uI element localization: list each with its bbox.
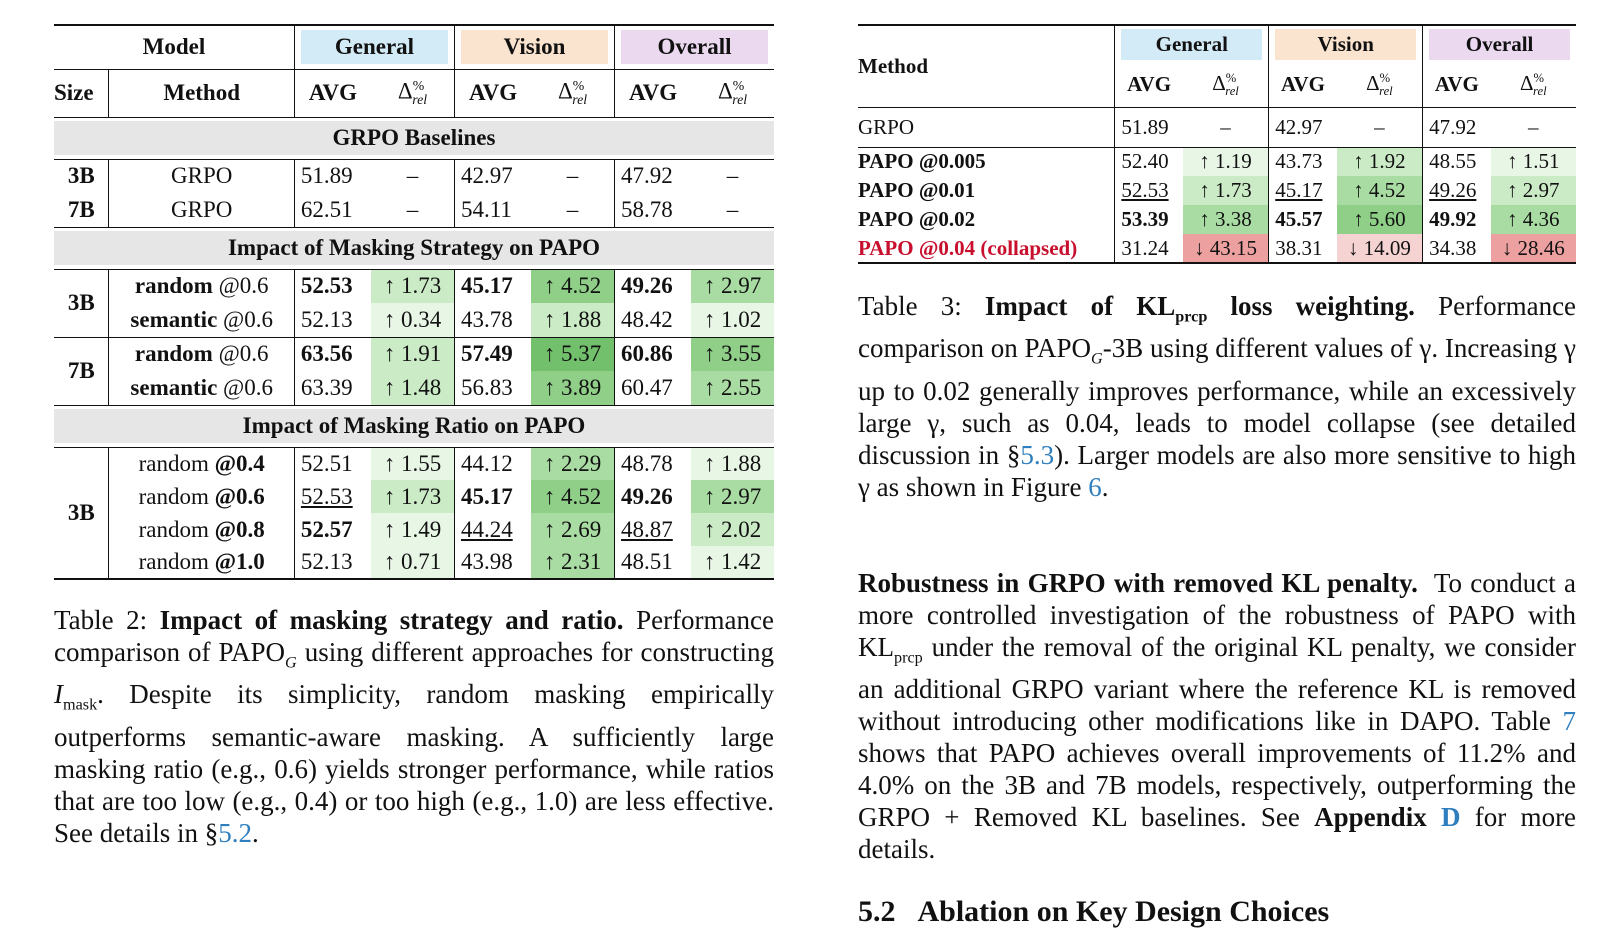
header-method: Method xyxy=(109,69,294,117)
table-row: random @0.6 52.53 ↑ 1.73 45.17 ↑ 4.52 49.26 ↑ 2.97 xyxy=(54,480,774,513)
table-link[interactable]: 7 xyxy=(1562,706,1576,737)
header-general: General xyxy=(301,30,448,64)
header-delta: $\Delta^{\%}_{rel}$ xyxy=(557,77,588,108)
header-general: General xyxy=(1121,29,1262,60)
header-vision: Vision xyxy=(461,30,608,64)
header-delta: $\Delta^{\%}_{rel}$ xyxy=(397,77,428,108)
section-heading: 5.2 Ablation on Key Design Choices xyxy=(858,895,1330,929)
table-row: GRPO 51.89 – 42.97 – 47.92 – xyxy=(858,107,1576,147)
table2-caption: Table 2: Impact of masking strategy and ratio. Performance comparison of $PAPO_G$ using different approaches for constructing $I_{mask}$. Despite its simplicity, random masking empirically outperforms semantic-aware masking. A sufficiently large masking ratio (e.g., 0.6) yields stronger performance, while ratios that are too low (e.g., 0.4) or too high (e.g., 1.0) are less effective. See details in §5.2. xyxy=(54,605,775,848)
header-model: Model xyxy=(142,34,206,60)
table-row: semantic @0.6 52.13 ↑ 0.34 43.78 ↑ 1.88 48.42 ↑ 1.02 xyxy=(54,303,774,337)
table-row: PAPO @0.005 52.40 ↑ 1.19 43.73 ↑ 1.92 48.55 ↑ 1.51 xyxy=(858,147,1576,176)
header-avg: AVG xyxy=(1115,63,1183,107)
section-link[interactable]: 5.2 xyxy=(218,817,252,848)
table-row: 3B GRPO 51.89 – 42.97 – 47.92 – xyxy=(54,159,774,193)
header-avg: AVG xyxy=(1269,63,1337,107)
section-link[interactable]: 5.3 xyxy=(1020,439,1055,470)
table-row: random @1.0 52.13 ↑ 0.71 43.98 ↑ 2.31 48.51 ↑ 1.42 xyxy=(54,546,774,579)
header-method: Method xyxy=(858,53,928,78)
header-avg: AVG xyxy=(1423,63,1491,107)
section-grpo-baselines: GRPO Baselines xyxy=(54,121,774,155)
header-delta: $\Delta^{\%}_{rel}$ xyxy=(1520,70,1547,98)
table3 xyxy=(858,24,1576,264)
table-row: 3B random @0.4 52.51 ↑ 1.55 44.12 ↑ 2.29 48.78 ↑ 1.88 xyxy=(54,447,774,480)
header-delta: $\Delta^{\%}_{rel}$ xyxy=(1212,70,1239,98)
table2-block xyxy=(54,24,774,849)
table-row: semantic @0.6 63.39 ↑ 1.48 56.83 ↑ 3.89 60.47 ↑ 2.55 xyxy=(54,371,774,405)
header-avg: AVG xyxy=(294,69,371,117)
header-delta: $\Delta^{\%}_{rel}$ xyxy=(717,77,748,108)
table-row: 3B random @0.6 52.53 ↑ 1.73 45.17 ↑ 4.52 49.26 ↑ 2.97 xyxy=(54,269,774,303)
section-masking-strategy: Impact of Masking Strategy on PAPO xyxy=(54,231,774,265)
header-vision: Vision xyxy=(1275,29,1416,60)
table-row: random @0.8 52.57 ↑ 1.49 44.24 ↑ 2.69 48.87 ↑ 2.02 xyxy=(54,513,774,546)
header-delta: $\Delta^{\%}_{rel}$ xyxy=(1366,70,1393,98)
header-avg: AVG xyxy=(615,69,692,117)
header-size: Size xyxy=(54,80,94,105)
section-masking-ratio: Impact of Masking Ratio on PAPO xyxy=(54,409,774,443)
table-row: PAPO @0.02 53.39 ↑ 3.38 45.57 ↑ 5.60 49.92 ↑ 4.36 xyxy=(858,205,1576,234)
table3-caption: Table 3: Impact of $KL_{prcp}$ loss weighting. Performance comparison on $PAPO_G-3B$ using different values of γ. Increasing γ up to 0.02 generally improves performance, while an excessively large γ, such as 0.04, leads to model collapse (see detailed discussion in §5.3). Larger models are also more sensitive to high γ as shown in Figure 6. xyxy=(858,291,1577,502)
figure-link[interactable]: 6 xyxy=(1088,471,1102,502)
table-row: PAPO @0.04 (collapsed) 31.24 ↓ 43.15 38.31 ↓ 14.09 34.38 ↓ 28.46 xyxy=(858,234,1576,263)
appendix-link[interactable]: D xyxy=(1441,802,1461,833)
table-row: PAPO @0.01 52.53 ↑ 1.73 45.17 ↑ 4.52 49.26 ↑ 2.97 xyxy=(858,176,1576,205)
header-avg: AVG xyxy=(454,69,531,117)
header-overall: Overall xyxy=(621,30,768,64)
table2 xyxy=(54,24,774,580)
table3-block xyxy=(858,24,1576,929)
robustness-paragraph: Robustness in GRPO with removed KL penalty. To conduct a more controlled investigation of the robustness of PAPO with $KL_{prcp}$ under the removal of the original KL penalty, we consider an additional GRPO variant where the reference KL is removed without introducing other modifications like in DAPO. Table 7 shows that PAPO achieves overall improvements of 11.2% and 4.0% on the 3B and 7B models, respectively, outperforming the GRPO + Removed KL baselines. See Appendix D for more details. xyxy=(858,567,1577,865)
header-overall: Overall xyxy=(1429,29,1570,60)
table-row: 7B GRPO 62.51 – 54.11 – 58.78 – xyxy=(54,193,774,227)
table-row: 7B random @0.6 63.56 ↑ 1.91 57.49 ↑ 5.37 60.86 ↑ 3.55 xyxy=(54,337,774,371)
